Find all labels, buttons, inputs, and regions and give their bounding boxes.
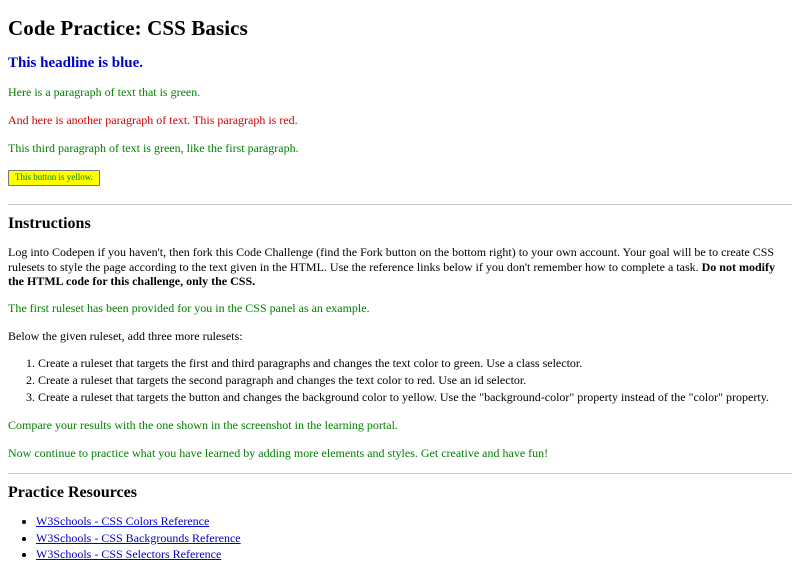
instructions-intro-text: Log into Codepen if you haven't, then fork this Code Challenge (find the Fork button on the bottom right) to your own account. Your goal will be to create CSS rulesets to style the page according to the text given in the HTML. Use the reference links below if you don't remember how to complete a task. [8, 245, 775, 274]
list-item: 3. Create a ruleset that targets the button and changes the background color to yellow. Use the "background-color" property instead of the "color" property. [38, 390, 792, 405]
list-item [36, 514, 792, 530]
task-list [8, 356, 792, 405]
continue-practice-note: Now continue to practice what you have learned by adding more elements and styles. Get creative and have fun! [8, 445, 549, 460]
resources-list [8, 514, 792, 563]
demo-paragraph-3: This third paragraph of text is green, like the first paragraph. [8, 140, 299, 155]
yellow-button[interactable]: This button is yellow. [8, 170, 100, 186]
compare-results-note: Compare your results with the one shown in the screenshot in the learning portal. [8, 418, 398, 433]
blue-headline: This headline is blue. [8, 55, 144, 71]
demo-paragraph-2: And here is another paragraph of text. This paragraph is red. [8, 112, 298, 127]
divider-instructions [8, 204, 792, 205]
instructions-intro [8, 245, 792, 288]
resource-link-backgrounds[interactable]: W3Schools - CSS Backgrounds Reference [36, 530, 241, 545]
below-ruleset-note: Below the given ruleset, add three more rulesets: [8, 328, 243, 343]
resources-heading: Practice Resources [8, 484, 137, 502]
resource-link-colors[interactable]: W3Schools - CSS Colors Reference [36, 514, 210, 529]
given-ruleset-note: The first ruleset has been provided for you in the CSS panel as an example. [8, 301, 370, 316]
instructions-heading: Instructions [8, 215, 91, 233]
divider-resources [8, 473, 792, 474]
demo-paragraph-1: Here is a paragraph of text that is green. [8, 85, 201, 99]
list-item [36, 547, 792, 563]
list-item: 1. Create a ruleset that targets the first and third paragraphs and changes the text color to green. Use a class selector. [38, 356, 792, 371]
instructions-intro-bold: Do not modify the HTML code for this challenge, only the CSS. [8, 259, 775, 289]
list-item [36, 531, 792, 547]
list-item: 2. Create a ruleset that targets the second paragraph and changes the text color to red. Use an id selector. [38, 373, 792, 388]
resource-link-selectors[interactable]: W3Schools - CSS Selectors Reference [36, 547, 222, 562]
page-title: Code Practice: CSS Basics [8, 16, 248, 40]
